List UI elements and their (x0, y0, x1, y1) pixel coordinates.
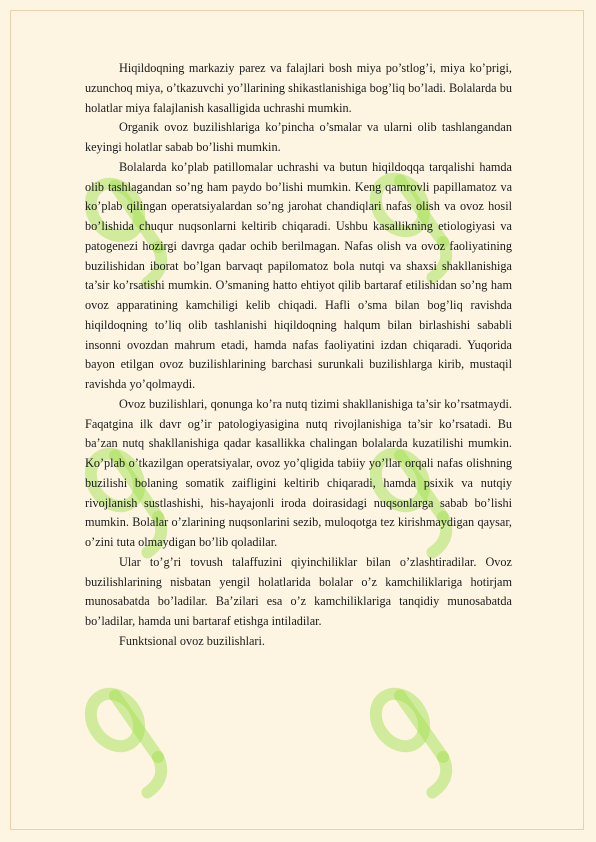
paragraph: Funktsional ovoz buzilishlari. (119, 633, 265, 648)
paragraph: Bolalarda ko’plab patillomalar uchrashi va butun hiqildoqqa tarqalishi hamda olib tashlagandan so’ng ham paydo bo’lishi mumkin. Keng qamrovli papillamatoz va ko’plab qilingan operatsiyalardan so’ng jarohat chandiqlari nafas olish va ovoz hosil bo’lishida chuqur nuqsonlarni keltirib chiqaradi. Ushbu kasallikning etiologiyasi va patogenezi hozirgi davrga qadar ochib berilmagan. Nafas olish va ovoz faoliyatining buzilishidan iborat bo’lgan barvaqt papilomatoz bola nutqi va shaxsi shakllanishiga ta’sir ko’rsatishi mumkin. O’smaning hatto ehtiyot qilib bartaraf etilishidan so’ng ham ovoz apparatining kamchiligi kelib chiqadi. Hafli o’sma bilan bog’liq ravishda hiqildoqning to’liq olib tashlanishi hiqildoqning halqum bilan birlashishi sababli insonni ovozdan mahrum etadi, hamda nafas faoliyatini izdan chiqaradi. Yuqorida bayon etilgan ovoz buzilishlarining barchasi surunkali buzilishlarga kirib, mustaqil ravishda yo’qolmaydi. (85, 159, 512, 391)
document-body (85, 59, 512, 652)
paragraph: Ular to’g’ri tovush talaffuzini qiyinchiliklar bilan o’zlashtiradilar. Ovoz buzilishlarining nisbatan yengil holatlarida bolalar o’z kamchiliklariga hotirjam munosabatda bo’ladilar. Ba’zilari esa o’z kamchiliklariga tanqidiy munosabatda bo’ladilar, hamda uni bartaraf etishga intiladilar. (85, 554, 512, 628)
paragraph: Organik ovoz buzilishlariga ko’pincha o’smalar va ularni olib tashlangandan keyingi holatlar sabab bo’lishi mumkin. (85, 120, 512, 154)
paragraph: Hiqildoqning markaziy parez va falajlari bosh miya po’stlog’i, miya ko’prigi, uzunchoq miya, o’tkazuvchi yo’llarining shikastlanishiga bog’liq bo’ladi. Bolalarda bu holatlar miya falajlanish kasalligida uchrashi mumkin. (85, 61, 512, 115)
paragraph: Ovoz buzilishlari, qonunga ko’ra nutq tizimi shakllanishiga ta’sir ko’rsatmaydi. Faqatgina ilk davr og’ir patologiyasigina nutq rivojlanishiga ta’sir ko’rsatadi. Bu ba’zan nutq shakllanishiga qadar kasallikka chalingan bolalarda kuzatilishi mumkin. Ko’plab o’tkazilgan operatsiyalar, ovoz yo’qligida tabiiy yo’llar orqali nafas olishning buzilishi bolaning somatik zaifligini keltirib chiqaradi, hamda psixik va nutqiy rivojlanish sustlashishi, his-hayajonli iroda doirasidagi nuqsonlarga sabab bo’lishi mumkin. Bolalar o’zlarining nuqsonlarini sezib, muloqotga tez kirishmaydigan qaysar, o’zini tuta olmaydigan bo’lib qoladilar. (85, 396, 512, 549)
